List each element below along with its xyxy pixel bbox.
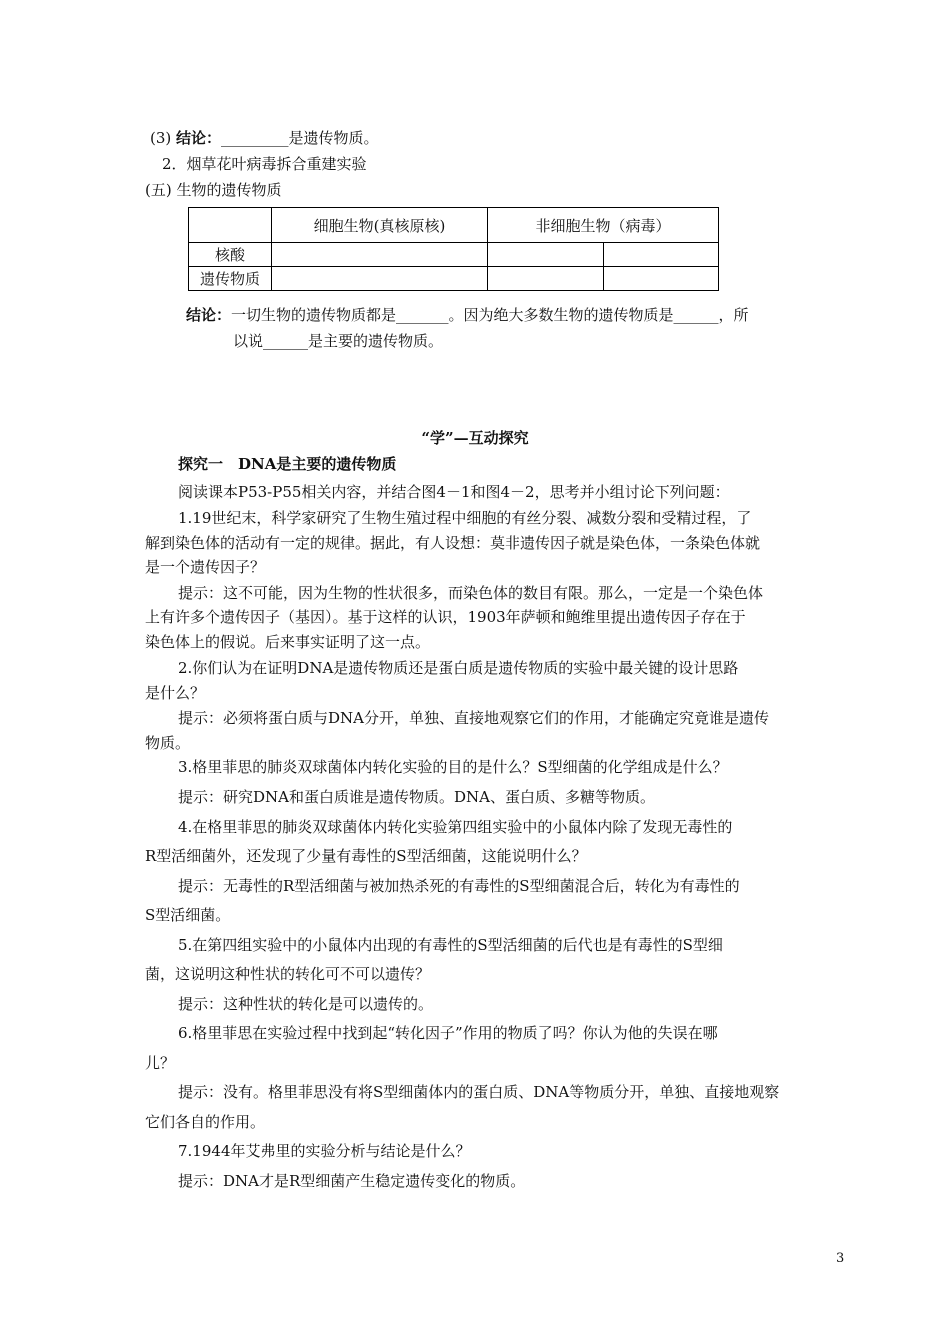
- body-line: 是什么？: [145, 684, 206, 702]
- body-line: 提示：无毒性的R型活细菌与被加热杀死的有毒性的S型细菌混合后，转化为有毒性的: [178, 877, 740, 895]
- section-title: “学”—互动探究: [421, 429, 529, 447]
- body-line: 5.在第四组实验中的小鼠体内出现的有毒性的S型活细菌的后代也是有毒性的S型细: [178, 936, 723, 954]
- body-line: 染色体上的假说。后来事实证明了这一点。: [145, 633, 431, 651]
- table-row: [189, 243, 719, 267]
- intro-paragraph: 阅读课本P53-P55相关内容，并结合图4－1和图4－2，思考并小组讨论下列问题：: [178, 483, 730, 501]
- genetic-material-table: [188, 207, 719, 291]
- page-number: 3: [836, 1251, 845, 1266]
- conclusion-3-line: [150, 128, 379, 148]
- table-row-label: 遗传物质: [189, 267, 272, 291]
- body-line: 上有许多个遗传因子（基因）。基于这样的认识，1903年萨顿和鲍维里提出遗传因子存在于: [145, 608, 746, 626]
- body-line: 提示：没有。格里菲思没有将S型细菌体内的蛋白质、DNA等物质分开，单独、直接地观察: [178, 1083, 780, 1101]
- body-line: 物质。: [145, 734, 191, 752]
- table-cell: [604, 243, 719, 267]
- tobacco-virus-heading: 2．烟草花叶病毒拆合重建实验: [162, 155, 367, 173]
- body-line: 3.格里菲思的肺炎双球菌体内转化实验的目的是什么？S型细菌的化学组成是什么？: [178, 758, 728, 776]
- body-line: 7.1944年艾弗里的实验分析与结论是什么？: [178, 1142, 471, 1160]
- body-line: 2.你们认为在证明DNA是遗传物质还是蛋白质是遗传物质的实验中最关键的设计思路: [178, 659, 739, 677]
- body-line: R型活细菌外，还发现了少量有毒性的S型活细菌，这能说明什么？: [145, 847, 587, 865]
- table-cell: [604, 267, 719, 291]
- table-row-label: 核酸: [189, 243, 272, 267]
- body-line: 1.19世纪末，科学家研究了生物生殖过程中细胞的有丝分裂、减数分裂和受精过程，了: [178, 509, 752, 527]
- table-header-row: [189, 208, 719, 243]
- body-line: 解到染色体的活动有一定的规律。据此，有人设想：莫非遗传因子就是染色体，一条染色体就: [145, 534, 761, 552]
- conclusion-line-2: 以说______是主要的遗传物质。: [233, 332, 444, 350]
- conclusion-text: _________是遗传物质。: [221, 129, 379, 147]
- body-line: S型活细菌。: [145, 906, 231, 924]
- body-line: 它们各自的作用。: [145, 1113, 266, 1131]
- conclusion-text: 一切生物的遗传物质都是_______。因为绝大多数生物的遗传物质是______，所: [231, 306, 749, 324]
- body-line: 6.格里菲思在实验过程中找到起“转化因子”作用的物质了吗？你认为他的失误在哪: [178, 1024, 718, 1042]
- body-line: 提示：DNA才是R型细菌产生稳定遗传变化的物质。: [178, 1172, 526, 1190]
- table-header-cell: 细胞生物(真核原核): [272, 208, 488, 243]
- body-line: 菌，这说明这种性状的转化可不可以遗传？: [145, 965, 431, 983]
- body-line: 提示：研究DNA和蛋白质谁是遗传物质。DNA、蛋白质、多糖等物质。: [178, 788, 655, 806]
- table-cell: [272, 243, 488, 267]
- table-cell: [272, 267, 488, 291]
- body-line: 是一个遗传因子？: [145, 558, 266, 576]
- table-cell: [488, 267, 604, 291]
- section-five-heading: (五) 生物的遗传物质: [145, 181, 282, 199]
- body-line: 提示：必须将蛋白质与DNA分开，单独、直接地观察它们的作用，才能确定究竟谁是遗传: [178, 709, 769, 727]
- body-line: 4.在格里菲思的肺炎双球菌体内转化实验第四组实验中的小鼠体内除了发现无毒性的: [178, 818, 733, 836]
- item-number: (3): [150, 129, 172, 147]
- table-row: [189, 267, 719, 291]
- conclusion-label: 结论：: [176, 129, 222, 147]
- conclusion-line-1: [186, 305, 749, 325]
- body-line: 提示：这种性状的转化是可以遗传的。: [178, 995, 434, 1013]
- section-subtitle: 探究一 DNA是主要的遗传物质: [178, 455, 397, 473]
- body-line: 提示：这不可能，因为生物的性状很多，而染色体的数目有限。那么，一定是一个染色体: [178, 584, 764, 602]
- body-line: 儿？: [145, 1054, 176, 1072]
- conclusion-label: 结论：: [186, 306, 232, 324]
- table-corner-cell: [189, 208, 272, 243]
- table-cell: [488, 243, 604, 267]
- table-header-cell: 非细胞生物（病毒）: [488, 208, 719, 243]
